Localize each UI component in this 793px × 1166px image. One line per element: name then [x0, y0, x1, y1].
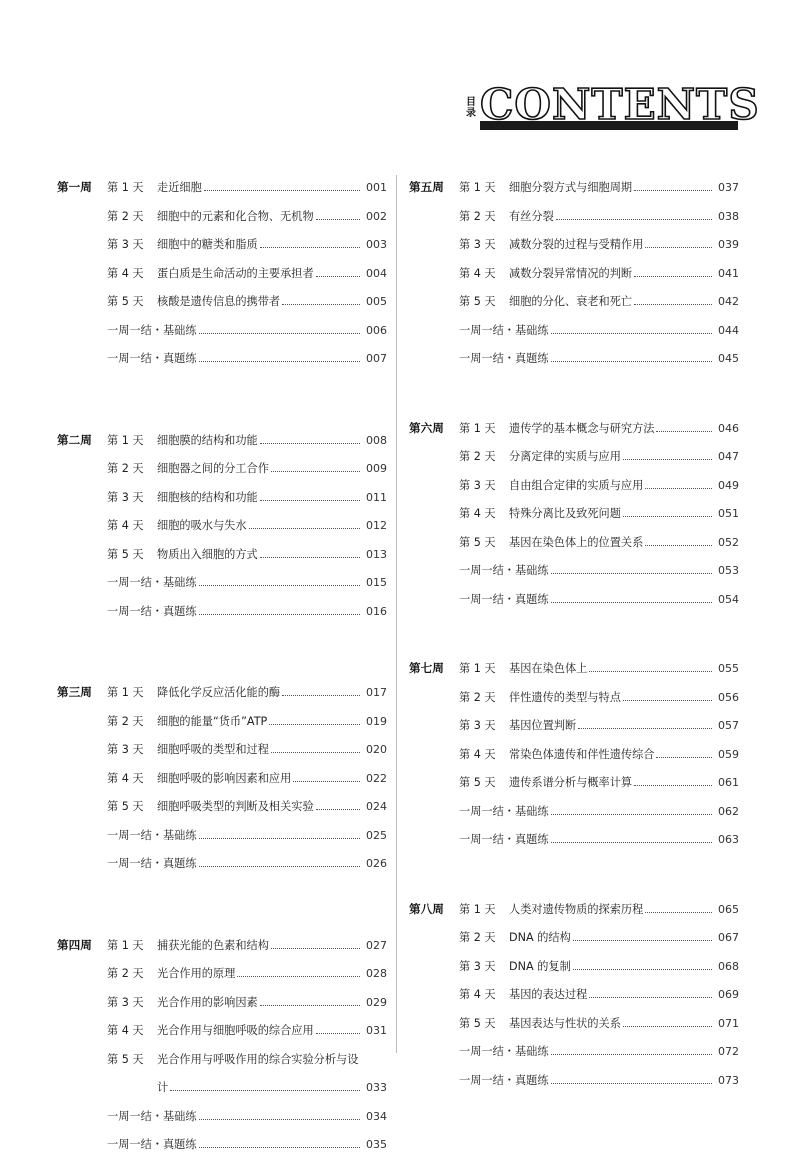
- page-number: 049: [718, 478, 739, 492]
- summary-title: 一周一结・真题练: [459, 1073, 549, 1087]
- toc-summary-entry[interactable]: [409, 563, 739, 592]
- page-number: 013: [366, 547, 387, 561]
- toc-summary-entry[interactable]: [409, 832, 739, 861]
- day-label: 第 3 天: [459, 238, 496, 251]
- toc-entry[interactable]: [57, 518, 387, 547]
- week-gap: [409, 620, 739, 661]
- toc-entry[interactable]: [57, 209, 387, 238]
- toc-summary-entry[interactable]: [57, 323, 387, 352]
- day-label: 第 5 天: [107, 295, 144, 308]
- dot-leader: [269, 724, 360, 725]
- entry-title: 细胞呼吸的类型和过程: [157, 743, 269, 756]
- toc-entry-continued[interactable]: [57, 1080, 387, 1109]
- day-label: 第 3 天: [459, 959, 496, 973]
- day-label: 第 2 天: [107, 714, 144, 728]
- toc-entry[interactable]: [57, 294, 387, 323]
- page-number: 071: [718, 1016, 739, 1030]
- dot-leader: [260, 557, 360, 558]
- week-gap: [57, 632, 387, 685]
- page-number: 046: [718, 421, 739, 435]
- dot-leader: [199, 1119, 360, 1120]
- dot-leader: [199, 361, 360, 362]
- page-number: 069: [718, 988, 739, 1001]
- page-number: 061: [718, 776, 739, 789]
- day-label: 第 3 天: [459, 478, 496, 492]
- entry-title: 蛋白质是生命活动的主要承担者: [157, 266, 314, 280]
- week-gap: [409, 380, 739, 421]
- toc-entry[interactable]: [409, 266, 739, 295]
- summary-title: 一周一结・真题练: [459, 352, 549, 365]
- week-label: 第五周: [409, 180, 444, 194]
- day-label: 第 1 天: [107, 433, 144, 447]
- toc-entry[interactable]: [409, 421, 739, 450]
- toc-entry[interactable]: [57, 714, 387, 743]
- entry-title: DNA 的复制: [509, 959, 571, 973]
- dot-leader: [316, 1033, 360, 1034]
- page-number: 068: [718, 959, 739, 973]
- dot-leader: [551, 573, 712, 574]
- page-number: 062: [718, 804, 739, 818]
- toc-entry[interactable]: [409, 987, 739, 1016]
- page-number: 022: [366, 771, 387, 785]
- week-label: 第一周: [57, 180, 92, 194]
- week-section: [57, 938, 387, 1166]
- dot-leader: [199, 614, 360, 615]
- week-label: 第四周: [57, 937, 92, 952]
- entry-title: 常染色体遗传和伴性遗传综合: [509, 747, 655, 761]
- dot-leader: [260, 500, 360, 501]
- day-label: 第 5 天: [459, 776, 496, 789]
- dot-leader: [551, 333, 712, 334]
- dot-leader: [170, 1090, 360, 1091]
- page-number: 016: [366, 604, 387, 618]
- toc-entry[interactable]: [409, 209, 739, 238]
- dot-leader: [589, 997, 712, 998]
- left-column: [57, 180, 387, 1166]
- summary-title: 一周一结・真题练: [107, 1138, 197, 1151]
- page-number: 025: [366, 828, 387, 842]
- week-section: [409, 902, 739, 1102]
- page-number: 059: [718, 747, 739, 761]
- week-label: 第三周: [57, 685, 92, 699]
- entry-title: 有丝分裂: [509, 209, 554, 223]
- week-label: 第六周: [409, 420, 444, 435]
- page-number: 044: [718, 323, 739, 337]
- dot-leader: [645, 488, 712, 489]
- toc-entry[interactable]: [409, 294, 739, 323]
- week-section: [57, 685, 387, 885]
- dot-leader: [551, 602, 712, 603]
- entry-title: 细胞核的结构和功能: [157, 490, 258, 504]
- day-label: 第 5 天: [107, 547, 144, 561]
- page-number: 045: [718, 352, 739, 365]
- page-number: 002: [366, 209, 387, 223]
- dot-leader: [293, 781, 360, 782]
- page-number: 001: [366, 181, 387, 194]
- entry-title: 细胞的分化、衰老和死亡: [509, 295, 633, 308]
- day-label: 第 3 天: [107, 490, 144, 504]
- toc-summary-entry[interactable]: [409, 804, 739, 833]
- toc-summary-entry[interactable]: [57, 856, 387, 885]
- week-gap: [57, 380, 387, 433]
- page-number: 003: [366, 238, 387, 251]
- toc-summary-entry[interactable]: [57, 828, 387, 857]
- day-label: 第 1 天: [459, 181, 496, 194]
- page-number: 037: [718, 181, 739, 194]
- toc-entry[interactable]: [57, 938, 387, 967]
- dot-leader: [551, 814, 712, 815]
- page-number: 012: [366, 519, 387, 532]
- summary-title: 一周一结・真题练: [459, 833, 549, 846]
- entry-title: 基因的表达过程: [509, 988, 588, 1001]
- page-number: 008: [366, 433, 387, 447]
- entry-title: 物质出入细胞的方式: [157, 547, 258, 561]
- dot-leader: [204, 190, 360, 191]
- dot-leader: [271, 752, 360, 753]
- entry-title: 光合作用的影响因素: [157, 995, 258, 1009]
- dot-leader: [237, 976, 360, 977]
- page-number: 029: [366, 995, 387, 1009]
- toc-entry[interactable]: [409, 661, 739, 690]
- day-label: 第 2 天: [459, 931, 496, 944]
- page-number: 041: [718, 266, 739, 280]
- toc-entry[interactable]: [57, 771, 387, 800]
- page-number: 011: [366, 490, 387, 504]
- entry-title-continued: 计: [157, 1081, 169, 1094]
- dot-leader: [249, 528, 360, 529]
- toc-entry[interactable]: [409, 959, 739, 988]
- entry-title: 基因在染色体上: [509, 662, 588, 675]
- dot-leader: [551, 361, 712, 362]
- dot-leader: [645, 912, 712, 913]
- dot-leader: [573, 940, 712, 941]
- page-number: 057: [718, 719, 739, 732]
- toc-summary-entry[interactable]: [57, 1137, 387, 1166]
- dot-leader: [199, 838, 360, 839]
- toc-summary-entry[interactable]: [409, 1044, 739, 1073]
- page-number: 020: [366, 743, 387, 756]
- week-section: [57, 180, 387, 380]
- day-label: 第 3 天: [107, 743, 144, 756]
- entry-title: 走近细胞: [157, 181, 202, 194]
- page-number: 005: [366, 295, 387, 308]
- summary-title: 一周一结・真题练: [107, 352, 197, 365]
- summary-title: 一周一结・基础练: [107, 576, 197, 589]
- right-column: [409, 180, 739, 1101]
- day-label: 第 4 天: [459, 507, 496, 520]
- page-number: 034: [366, 1109, 387, 1123]
- toc-summary-entry[interactable]: [57, 351, 387, 380]
- day-label: 第 4 天: [459, 747, 496, 761]
- toc-entry[interactable]: [57, 799, 387, 828]
- day-label: 第 1 天: [107, 686, 144, 699]
- page-number: 009: [366, 462, 387, 475]
- entry-title: 细胞呼吸类型的判断及相关实验: [157, 800, 314, 813]
- week-section: [409, 661, 739, 861]
- entry-title: 遗传学的基本概念与研究方法: [509, 421, 655, 435]
- summary-title: 一周一结・真题练: [107, 604, 197, 618]
- toc-summary-entry[interactable]: [57, 1109, 387, 1138]
- toc-entry[interactable]: [57, 180, 387, 209]
- dot-leader: [271, 471, 360, 472]
- page-number: 033: [366, 1081, 387, 1094]
- week-section: [409, 180, 739, 380]
- dot-leader: [634, 785, 712, 786]
- page-number: 026: [366, 857, 387, 870]
- toc-summary-entry[interactable]: [409, 323, 739, 352]
- dot-leader: [199, 866, 360, 867]
- page-number: 053: [718, 564, 739, 577]
- toc-summary-entry[interactable]: [57, 604, 387, 633]
- entry-title: 光合作用与细胞呼吸的综合应用: [157, 1024, 314, 1037]
- summary-title: 一周一结・基础练: [459, 564, 549, 577]
- week-label: 第八周: [409, 901, 444, 916]
- day-label: 第 4 天: [459, 988, 496, 1001]
- day-label: 第 4 天: [459, 266, 496, 280]
- entry-title: 细胞中的糖类和脂质: [157, 238, 258, 251]
- dot-leader: [656, 431, 712, 432]
- page-number: 063: [718, 833, 739, 846]
- dot-leader: [623, 459, 712, 460]
- dot-leader: [316, 219, 360, 220]
- toc-summary-entry[interactable]: [409, 592, 739, 621]
- entry-title: 细胞膜的结构和功能: [157, 433, 258, 447]
- dot-leader: [282, 695, 360, 696]
- dot-leader: [556, 219, 712, 220]
- day-label: 第 1 天: [107, 938, 144, 952]
- dot-leader: [282, 304, 360, 305]
- toc-entry[interactable]: [57, 1052, 387, 1081]
- entry-title: 捕获光能的色素和结构: [157, 938, 269, 952]
- day-label: 第 5 天: [107, 800, 144, 813]
- page-number: 024: [366, 800, 387, 813]
- day-label: 第 4 天: [107, 1024, 144, 1037]
- page-number: 004: [366, 266, 387, 280]
- page-number: 054: [718, 592, 739, 606]
- week-label: 第二周: [57, 432, 92, 447]
- page-number: 038: [718, 209, 739, 223]
- dot-leader: [199, 585, 360, 586]
- page-number: 007: [366, 352, 387, 365]
- dot-leader: [551, 842, 712, 843]
- page-number: 035: [366, 1138, 387, 1151]
- day-label: 第 3 天: [459, 719, 496, 732]
- page-number: 056: [718, 690, 739, 704]
- entry-title: DNA 的结构: [509, 931, 571, 944]
- entry-title: 光合作用与呼吸作用的综合实验分析与设: [157, 1052, 359, 1066]
- summary-title: 一周一结・基础练: [107, 323, 197, 337]
- day-label: 第 2 天: [107, 209, 144, 223]
- dot-leader: [634, 304, 712, 305]
- toc-entry[interactable]: [57, 685, 387, 714]
- day-label: 第 5 天: [107, 1052, 144, 1066]
- page-number: 055: [718, 662, 739, 675]
- toc-entry[interactable]: [57, 490, 387, 519]
- toc-entry[interactable]: [409, 718, 739, 747]
- dot-leader: [573, 969, 712, 970]
- dot-leader: [634, 276, 712, 277]
- dot-leader: [623, 516, 712, 517]
- week-gap: [57, 885, 387, 938]
- week-section: [57, 433, 387, 633]
- page-number: 072: [718, 1045, 739, 1058]
- toc-entry[interactable]: [57, 1023, 387, 1052]
- toc-entry[interactable]: [57, 237, 387, 266]
- dot-leader: [623, 1026, 712, 1027]
- toc-summary-entry[interactable]: [409, 1073, 739, 1102]
- day-label: 第 2 天: [107, 967, 144, 980]
- toc-entry[interactable]: [57, 742, 387, 771]
- dot-leader: [645, 545, 712, 546]
- day-label: 第 1 天: [459, 662, 496, 675]
- entry-title: 基因位置判断: [509, 719, 577, 732]
- day-label: 第 1 天: [107, 181, 144, 194]
- mulu-label: 目录: [466, 97, 476, 119]
- toc-entry[interactable]: [409, 1016, 739, 1045]
- page-number: 006: [366, 323, 387, 337]
- day-label: 第 3 天: [107, 995, 144, 1009]
- dot-leader: [623, 700, 712, 701]
- day-label: 第 2 天: [459, 209, 496, 223]
- entry-title: 特殊分离比及致死问题: [509, 507, 621, 520]
- day-label: 第 5 天: [459, 295, 496, 308]
- dot-leader: [645, 247, 712, 248]
- toc-entry[interactable]: [409, 449, 739, 478]
- day-label: 第 3 天: [107, 238, 144, 251]
- day-label: 第 4 天: [107, 519, 144, 532]
- day-label: 第 2 天: [459, 690, 496, 704]
- toc-entry[interactable]: [57, 461, 387, 490]
- summary-title: 一周一结・基础练: [459, 323, 549, 337]
- dot-leader: [656, 757, 712, 758]
- page-number: 047: [718, 450, 739, 463]
- dot-leader: [578, 728, 712, 729]
- dot-leader: [551, 1083, 712, 1084]
- entry-title: 人类对遗传物质的探索历程: [509, 902, 644, 916]
- dot-leader: [199, 333, 360, 334]
- toc-entry[interactable]: [409, 180, 739, 209]
- dot-leader: [271, 948, 360, 949]
- day-label: 第 1 天: [459, 421, 496, 435]
- day-label: 第 2 天: [107, 462, 144, 475]
- toc-entry[interactable]: [57, 433, 387, 462]
- entry-title: 伴性遗传的类型与特点: [509, 690, 621, 704]
- page-number: 042: [718, 295, 739, 308]
- page-number: 027: [366, 938, 387, 952]
- page-number: 031: [366, 1024, 387, 1037]
- page-number: 017: [366, 686, 387, 699]
- entry-title: 光合作用的原理: [157, 967, 236, 980]
- entry-title: 细胞的吸水与失水: [157, 519, 247, 532]
- toc-entry[interactable]: [57, 995, 387, 1024]
- page-number: 015: [366, 576, 387, 589]
- entry-title: 遗传系谱分析与概率计算: [509, 776, 633, 789]
- toc-entry[interactable]: [409, 747, 739, 776]
- summary-title: 一周一结・真题练: [107, 857, 197, 870]
- week-section: [409, 421, 739, 621]
- toc-entry[interactable]: [409, 930, 739, 959]
- page-number: 028: [366, 967, 387, 980]
- day-label: 第 1 天: [459, 902, 496, 916]
- page-number: 052: [718, 535, 739, 549]
- dot-leader: [260, 1005, 360, 1006]
- toc-summary-entry[interactable]: [409, 351, 739, 380]
- dot-leader: [316, 276, 360, 277]
- summary-title: 一周一结・基础练: [107, 1109, 197, 1123]
- toc-entry[interactable]: [409, 506, 739, 535]
- summary-title: 一周一结・基础练: [459, 804, 549, 818]
- summary-title: 一周一结・基础练: [459, 1045, 549, 1058]
- column-divider: [396, 175, 397, 1053]
- toc-entry[interactable]: [57, 266, 387, 295]
- toc-entry[interactable]: [57, 547, 387, 576]
- dot-leader: [199, 1147, 360, 1148]
- week-label: 第七周: [409, 661, 444, 675]
- dot-leader: [634, 190, 712, 191]
- toc-entry[interactable]: [57, 966, 387, 995]
- summary-title: 一周一结・基础练: [107, 828, 197, 842]
- entry-title: 核酸是遗传信息的携带者: [157, 295, 281, 308]
- page-number: 073: [718, 1073, 739, 1087]
- entry-title: 细胞器之间的分工合作: [157, 462, 269, 475]
- dot-leader: [260, 443, 360, 444]
- entry-title: 细胞中的元素和化合物、无机物: [157, 209, 314, 223]
- day-label: 第 4 天: [107, 771, 144, 785]
- page-number: 019: [366, 714, 387, 728]
- toc-entry[interactable]: [409, 775, 739, 804]
- day-label: 第 2 天: [459, 450, 496, 463]
- toc-entry[interactable]: [409, 535, 739, 564]
- page-number: 067: [718, 931, 739, 944]
- entry-title: 基因在染色体上的位置关系: [509, 535, 644, 549]
- summary-title: 一周一结・真题练: [459, 592, 549, 606]
- week-gap: [409, 861, 739, 902]
- toc-entry[interactable]: [409, 237, 739, 266]
- toc-entry[interactable]: [409, 902, 739, 931]
- day-label: 第 5 天: [459, 1016, 496, 1030]
- page-number: 051: [718, 507, 739, 520]
- entry-title: 细胞的能量“货币”ATP: [157, 714, 268, 728]
- dot-leader: [316, 809, 360, 810]
- entry-title: 减数分裂的过程与受精作用: [509, 238, 644, 251]
- page-number: 039: [718, 238, 739, 251]
- day-label: 第 5 天: [459, 535, 496, 549]
- dot-leader: [551, 1054, 712, 1055]
- entry-title: 细胞呼吸的影响因素和应用: [157, 771, 292, 785]
- contents-logo: [466, 80, 760, 133]
- day-label: 第 4 天: [107, 266, 144, 280]
- contents-word: CONTENTS: [480, 80, 760, 129]
- dot-leader: [260, 247, 360, 248]
- dot-leader: [589, 671, 712, 672]
- entry-title: 自由组合定律的实质与应用: [509, 478, 644, 492]
- entry-title: 降低化学反应活化能的酶: [157, 686, 281, 699]
- entry-title: 细胞分裂方式与细胞周期: [509, 181, 633, 194]
- entry-title: 基因表达与性状的关系: [509, 1016, 621, 1030]
- toc-summary-entry[interactable]: [57, 575, 387, 604]
- entry-title: 减数分裂异常情况的判断: [509, 266, 633, 280]
- page-number: 065: [718, 902, 739, 916]
- entry-title: 分离定律的实质与应用: [509, 450, 621, 463]
- toc-entry[interactable]: [409, 478, 739, 507]
- toc-entry[interactable]: [409, 690, 739, 719]
